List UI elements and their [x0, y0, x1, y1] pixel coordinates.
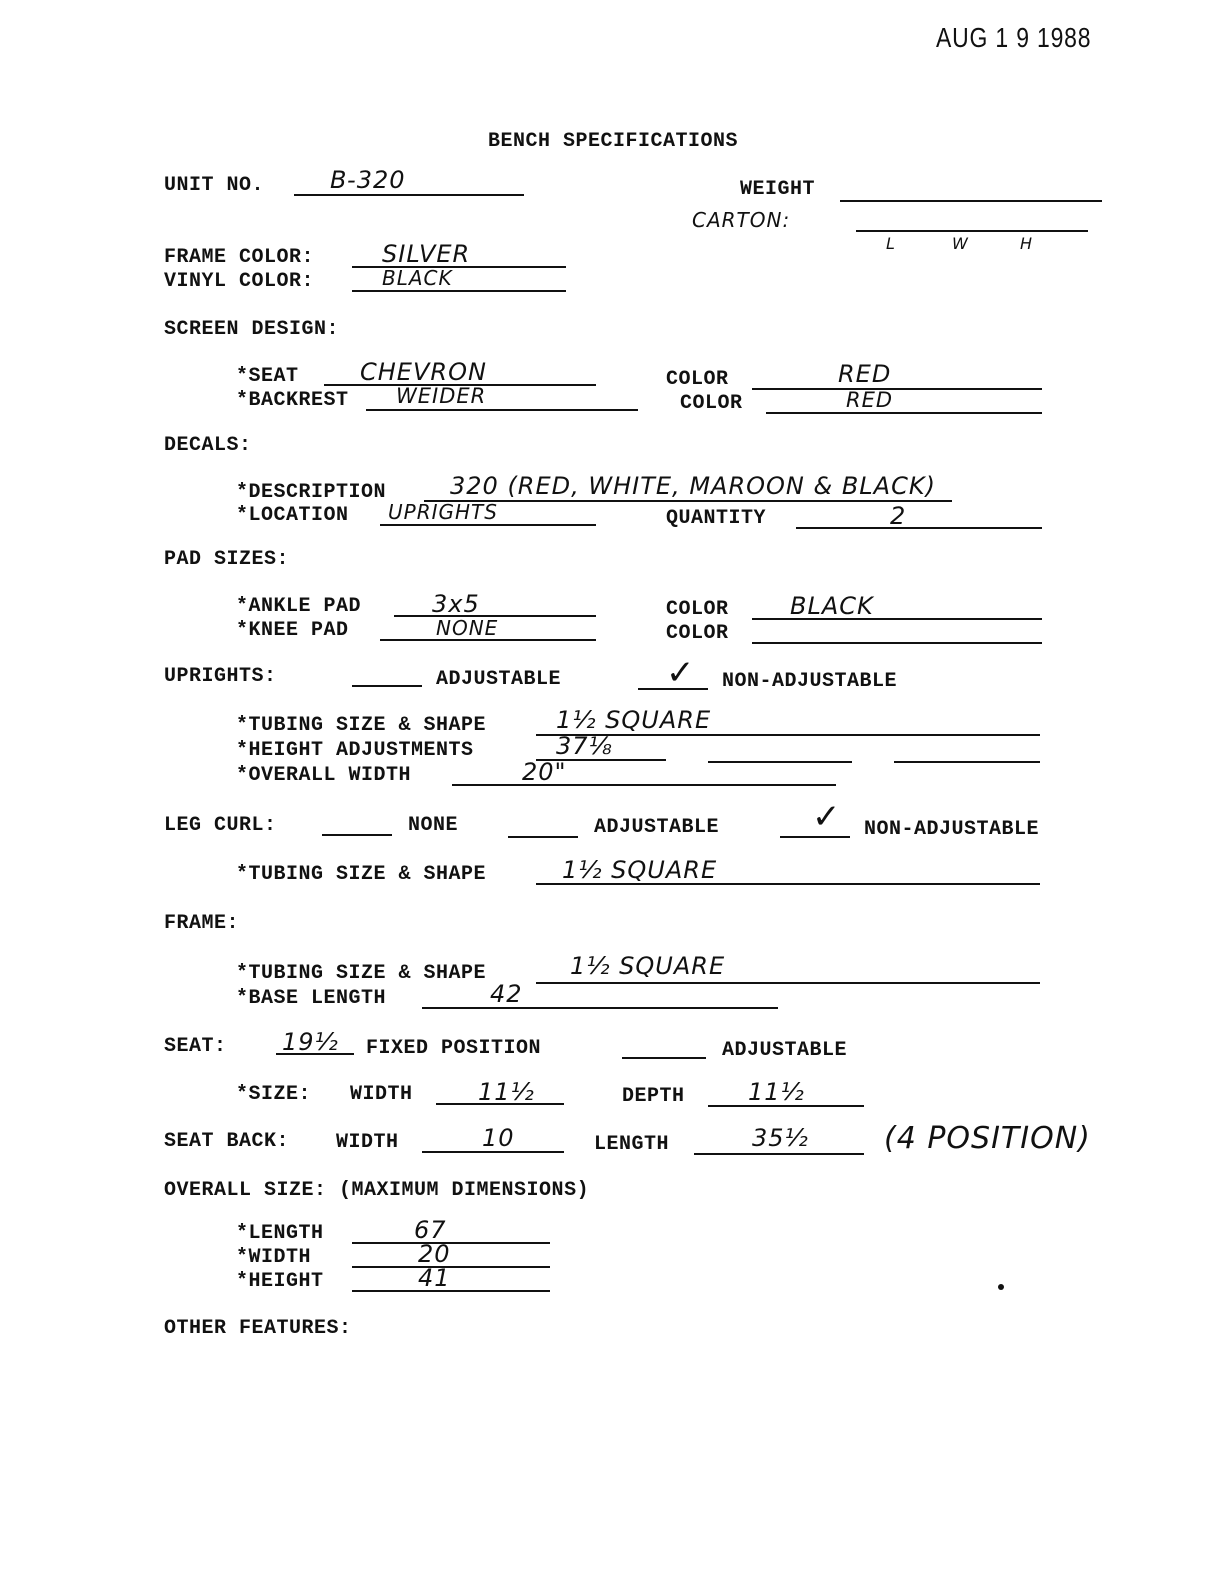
carton-h: H [1020, 234, 1034, 253]
decals-label: DECALS: [164, 434, 252, 457]
uprights-nonadj-label: NON-ADJUSTABLE [722, 670, 898, 693]
screen-backrest-line [366, 409, 638, 411]
knee-pad-label: *KNEE PAD [236, 619, 349, 642]
overall-length-value: 67 [414, 1216, 447, 1244]
seat-label: SEAT: [164, 1035, 227, 1058]
ankle-pad-color-value: BLACK [790, 592, 874, 620]
frame-tubing-label: *TUBING SIZE & SHAPE [236, 962, 487, 985]
decal-location-value: UPRIGHTS [388, 500, 498, 524]
carton-label: CARTON: [692, 208, 791, 232]
screen-backrest-label: *BACKREST [236, 389, 349, 412]
frame-tubing-line [536, 982, 1040, 984]
seat-adjustable-line [622, 1057, 706, 1059]
screen-backrest-color-value: RED [846, 388, 894, 412]
screen-seat-color-line [752, 388, 1042, 390]
seat-back-width-value: 10 [482, 1124, 515, 1152]
carton-l: L [886, 234, 896, 253]
page-title: BENCH SPECIFICATIONS [488, 130, 739, 153]
overall-height-line [352, 1290, 550, 1292]
other-features-label: OTHER FEATURES: [164, 1317, 352, 1340]
scan-speck [998, 1284, 1004, 1290]
decal-quantity-value: 2 [890, 502, 907, 530]
uprights-tubing-value: 1½ SQUARE [556, 706, 712, 734]
unit-no-value: B-320 [330, 166, 406, 194]
decal-description-label: *DESCRIPTION [236, 481, 387, 504]
leg-curl-none-label: NONE [408, 814, 459, 837]
carton-w: W [952, 234, 969, 253]
knee-pad-color-line [752, 642, 1042, 644]
uprights-tubing-label: *TUBING SIZE & SHAPE [236, 714, 487, 737]
overall-width-label: *OVERALL WIDTH [236, 764, 412, 787]
overall-height-value: 41 [418, 1264, 451, 1292]
vinyl-color-line [352, 290, 566, 292]
overall-size-label: OVERALL SIZE: (MAXIMUM DIMENSIONS) [164, 1179, 590, 1202]
seat-back-label: SEAT BACK: [164, 1130, 290, 1153]
seat-back-width-label: WIDTH [336, 1131, 399, 1154]
uprights-adjustable-label: ADJUSTABLE [436, 668, 562, 691]
height-adj-line-2 [708, 761, 852, 763]
uprights-label: UPRIGHTS: [164, 665, 277, 688]
overall-width2-line [352, 1266, 550, 1268]
vinyl-color-label: VINYL COLOR: [164, 270, 315, 293]
seat-back-length-value: 35½ [752, 1124, 809, 1152]
date-stamp: AUG 1 9 1988 [936, 22, 1092, 53]
overall-height-label: *HEIGHT [236, 1270, 324, 1293]
screen-design-label: SCREEN DESIGN: [164, 318, 340, 341]
screen-seat-color-label: COLOR [666, 368, 729, 391]
decal-description-value: 320 (RED, WHITE, MAROON & BLACK) [450, 472, 936, 500]
frame-label: FRAME: [164, 912, 240, 935]
leg-curl-nonadj-label: NON-ADJUSTABLE [864, 818, 1040, 841]
ankle-pad-label: *ANKLE PAD [236, 595, 362, 618]
uprights-check-icon: ✓ [666, 653, 695, 693]
overall-width2-label: *WIDTH [236, 1246, 312, 1269]
leg-curl-tubing-value: 1½ SQUARE [562, 856, 718, 884]
seat-depth-value: 11½ [748, 1078, 805, 1106]
weight-label: WEIGHT [740, 178, 816, 201]
leg-curl-adjustable-line [508, 836, 578, 838]
seat-back-length-label: LENGTH [594, 1133, 670, 1156]
seat-width-label: WIDTH [350, 1083, 413, 1106]
base-length-label: *BASE LENGTH [236, 987, 387, 1010]
overall-width-value: 20" [522, 758, 567, 786]
overall-length-line [352, 1242, 550, 1244]
seat-back-length-line [694, 1153, 864, 1155]
decal-location-line [380, 524, 596, 526]
unit-no-line [294, 194, 524, 196]
leg-curl-none-line [322, 834, 392, 836]
knee-pad-value: NONE [436, 616, 499, 640]
height-adjustments-label: *HEIGHT ADJUSTMENTS [236, 739, 474, 762]
frame-color-label: FRAME COLOR: [164, 246, 315, 269]
overall-length-label: *LENGTH [236, 1222, 324, 1245]
decal-quantity-label: QUANTITY [666, 507, 767, 530]
screen-backrest-color-line [766, 412, 1042, 414]
weight-line [840, 200, 1102, 202]
leg-curl-label: LEG CURL: [164, 814, 277, 837]
seat-size-label: *SIZE: [236, 1083, 312, 1106]
unit-no-label: UNIT NO. [164, 174, 265, 197]
frame-color-value: SILVER [382, 240, 471, 268]
ankle-pad-color-label: COLOR [666, 598, 729, 621]
decal-quantity-line [796, 527, 1042, 529]
seat-fixed-label: FIXED POSITION [366, 1037, 542, 1060]
decal-description-line [424, 500, 952, 502]
seat-fixed-value: 19½ [282, 1028, 339, 1056]
base-length-line [422, 1007, 778, 1009]
screen-seat-label: *SEAT [236, 365, 299, 388]
screen-backrest-color-label: COLOR [680, 392, 743, 415]
frame-tubing-value: 1½ SQUARE [570, 952, 726, 980]
pad-sizes-label: PAD SIZES: [164, 548, 290, 571]
height-adj-value: 37⅛ [556, 732, 613, 760]
height-adj-line-3 [894, 761, 1040, 763]
uprights-adjustable-line [352, 685, 422, 687]
screen-seat-value: CHEVRON [360, 358, 487, 386]
base-length-value: 42 [490, 980, 523, 1008]
overall-width2-value: 20 [418, 1240, 451, 1268]
seat-back-note: (4 POSITION) [884, 1121, 1091, 1156]
decal-location-label: *LOCATION [236, 504, 349, 527]
leg-curl-check-icon: ✓ [812, 797, 841, 837]
overall-width-line [452, 784, 836, 786]
seat-adjustable-label: ADJUSTABLE [722, 1039, 848, 1062]
vinyl-color-value: BLACK [382, 266, 453, 290]
screen-backrest-value: WEIDER [396, 384, 487, 408]
leg-curl-adjustable-label: ADJUSTABLE [594, 816, 720, 839]
seat-width-value: 11½ [478, 1078, 535, 1106]
seat-depth-label: DEPTH [622, 1085, 685, 1108]
ankle-pad-value: 3x5 [432, 590, 480, 618]
knee-pad-color-label: COLOR [666, 622, 729, 645]
carton-line [856, 230, 1088, 232]
leg-curl-tubing-label: *TUBING SIZE & SHAPE [236, 863, 487, 886]
screen-seat-color-value: RED [838, 360, 892, 388]
